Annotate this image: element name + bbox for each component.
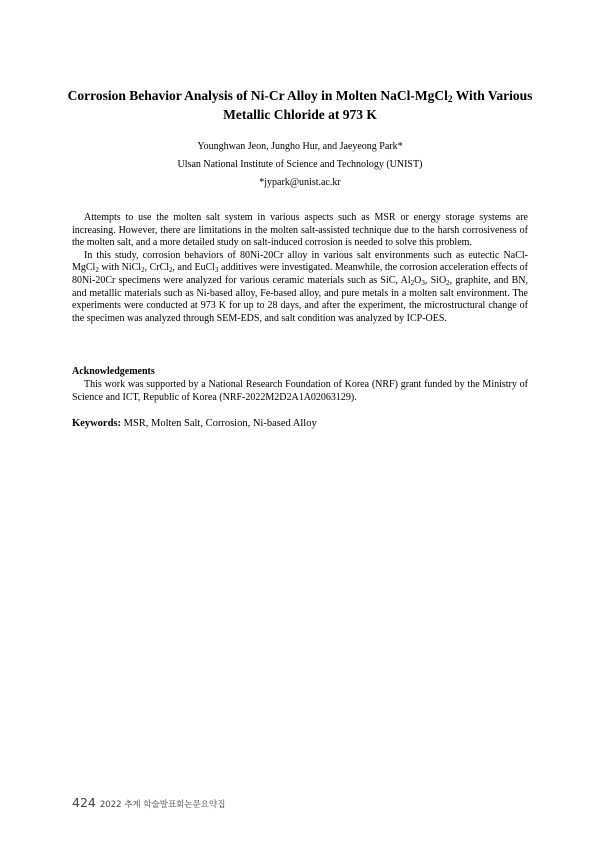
keywords-line (72, 418, 317, 429)
paragraph-2: In this study, corrosion behaviors of 80Ni-20Cr alloy in various salt environments such as eutectic NaCl-MgCl$_2$ with NiCl$_2$, CrCl$_2$, and EuCl$_3$ additives were investigated. Meanwhile, the corrosion acceleration effects of 80Ni-20Cr specimens were analyzed for various ceramic materials such as SiC, $Al_2O_3$, SiO$_2$, graphite, and BN, and metallic materials such as Ni-based alloy, Fe-based alloy, and pure metals in a molten salt environment. The experiments were conducted at 973 K for up to 28 days, and after the experiment, the microstructural change of the specimen was analyzed through SEM-EDS, and salt condition was analyzed by ICP-OES. (72, 249, 528, 324)
page-footer (72, 792, 225, 811)
paper-title (60, 86, 540, 124)
conference-name: 2022 추계 학술발표회논문요약집 (99, 800, 226, 810)
title-part: Corrosion Behavior Analysis of Ni-Cr Alloy in Molten NaCl-MgCl (67, 88, 448, 103)
paragraph-1: Attempts to use the molten salt system in various aspects such as MSR or energy storage systems are increasing. However, there are limitations in the molten salt-assisted technique due to the harsh corrosiveness of the molten salt, and a more detailed study on salt-induced corrosion is needed to solve this problem. (72, 212, 528, 249)
title-part: With Various Metallic Chloride at 973 K (223, 88, 533, 122)
acknowledgements-body (72, 379, 528, 404)
abstract-body (72, 212, 528, 325)
title-subscript: 2 (447, 95, 453, 105)
page-number: 424 (72, 795, 96, 810)
keywords-label: Keywords: (72, 418, 121, 429)
affiliation: Ulsan National Institute of Science and Technology (UNIST) (177, 159, 423, 170)
keywords-list: MSR, Molten Salt, Corrosion, Ni-based Alloy (121, 418, 317, 429)
acknowledgements-heading: Acknowledgements (72, 366, 155, 377)
email: *jypark@unist.ac.kr (259, 177, 341, 188)
acknowledgements-text: This work was supported by a National Research Foundation of Korea (NRF) grant funded by the Ministry of Science and ICT, Republic of Korea (NRF-2022M2D2A1A02063129). (72, 379, 528, 403)
authors: Younghwan Jeon, Jungho Hur, and Jaeyeong Park* (197, 141, 403, 152)
